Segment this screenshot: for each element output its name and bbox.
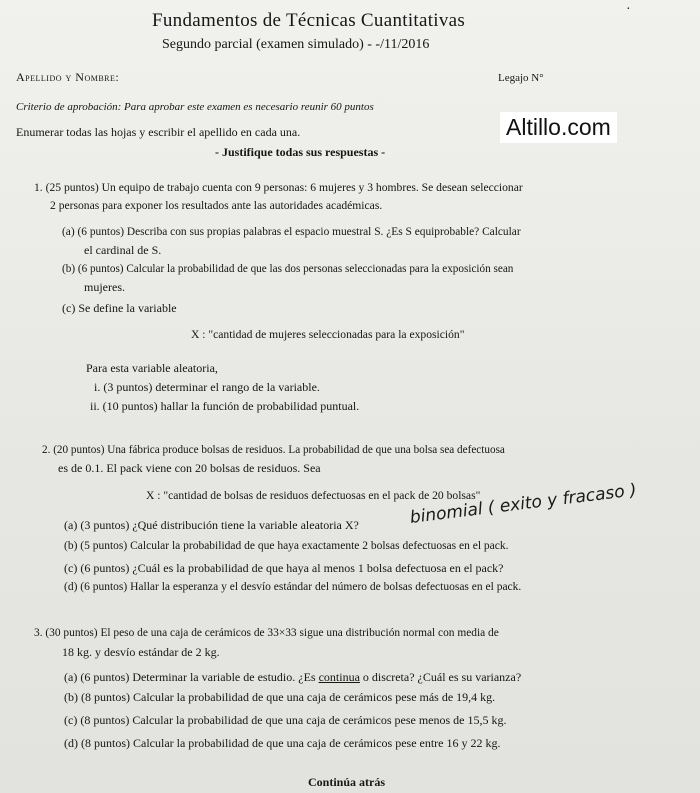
q3-a-pre: (a) (6 puntos) Determinar la variable de estudio. ¿Es	[64, 670, 319, 684]
q3-a-continua: continua	[318, 670, 360, 684]
q2-variable: X : "cantidad de bolsas de residuos defectuosas en el pack de 20 bolsas"	[146, 489, 481, 502]
q1-para: Para esta variable aleatoria,	[86, 361, 218, 375]
q3-head-2: 18 kg. y desvío estándar de 2 kg.	[62, 645, 220, 659]
q3-b: (b) (8 puntos) Calcular la probabilidad de que una caja de cerámicos pese más de 19,4 kg.	[64, 690, 496, 704]
q1-ii: ii. (10 puntos) hallar la función de probabilidad puntual.	[90, 399, 360, 413]
q1-b-2: mujeres.	[84, 280, 125, 294]
q2-a: (a) (3 puntos) ¿Qué distribución tiene la variable aleatoria X?	[64, 518, 359, 532]
q1-b-1: (b) (6 puntos) Calcular la probabilidad de que las dos personas seleccionadas para la exposición sean	[62, 263, 514, 275]
q1-head-1: 1. (25 puntos) Un equipo de trabajo cuenta con 9 personas: 6 mujeres y 3 hombres. Se desean seleccionar	[34, 181, 523, 194]
justifique-text: - Justifique todas sus respuestas -	[215, 145, 386, 159]
q2-a-handwriting: binomial ( exito y fracaso )	[408, 480, 638, 528]
q3-a	[64, 670, 521, 685]
watermark-logo: Altillo.com	[500, 112, 617, 143]
q1-head-2: 2 personas para exponer los resultados ante las autoridades académicas.	[50, 199, 383, 212]
q2-head-2: es de 0.1. El pack viene con 20 bolsas de residuos. Sea	[58, 461, 321, 475]
q2-head-1: 2. (20 puntos) Una fábrica produce bolsas de residuos. La probabilidad de que una bolsa sea defectuosa	[42, 444, 505, 456]
top-mark: ·	[626, 2, 631, 17]
criterio-text: Criterio de aprobación: Para aprobar este examen es necesario reunir 60 puntos	[16, 101, 374, 113]
q1-c: (c) Se define la variable	[62, 301, 177, 315]
q3-a-post: o discreta? ¿Cuál es su varianza?	[359, 670, 522, 684]
q1-a-1: (a) (6 puntos) Describa con sus propias palabras el espacio muestral S. ¿Es S equiprobable? Calcular	[62, 226, 521, 238]
enumerar-text: Enumerar todas las hojas y escribir el apellido en cada una.	[16, 125, 301, 139]
q2-d: (d) (6 puntos) Hallar la esperanza y el desvío estándar del número de bolsas defectuosas en el pack.	[64, 581, 522, 593]
q1-a-2: el cardinal de S.	[84, 243, 162, 257]
exam-title: Fundamentos de Técnicas Cuantitativas	[152, 10, 466, 31]
name-label: Apellido y Nombre:	[16, 70, 120, 84]
q2-c: (c) (6 puntos) ¿Cuál es la probabilidad de que haya al menos 1 bolsa defectuosa en el pack?	[64, 561, 504, 575]
legajo-label: Legajo N°	[498, 72, 544, 84]
q3-d: (d) (8 puntos) Calcular la probabilidad de que una caja de cerámicos pese entre 16 y 22 kg.	[64, 736, 501, 750]
q3-c: (c) (8 puntos) Calcular la probabilidad de que una caja de cerámicos pese menos de 15,5 kg.	[64, 713, 507, 727]
q1-i: i. (3 puntos) determinar el rango de la variable.	[94, 380, 320, 394]
exam-subtitle: Segundo parcial (examen simulado) - -/11/2016	[162, 37, 430, 52]
q3-head-1: 3. (30 puntos) El peso de una caja de cerámicos de 33×33 sigue una distribución normal con media de	[34, 627, 499, 639]
continua-footer: Continúa atrás	[308, 775, 386, 789]
q2-b: (b) (5 puntos) Calcular la probabilidad de que haya exactamente 2 bolsas defectuosas en el pack.	[64, 540, 509, 552]
q1-variable: X : "cantidad de mujeres seleccionadas para la exposición"	[191, 328, 465, 341]
